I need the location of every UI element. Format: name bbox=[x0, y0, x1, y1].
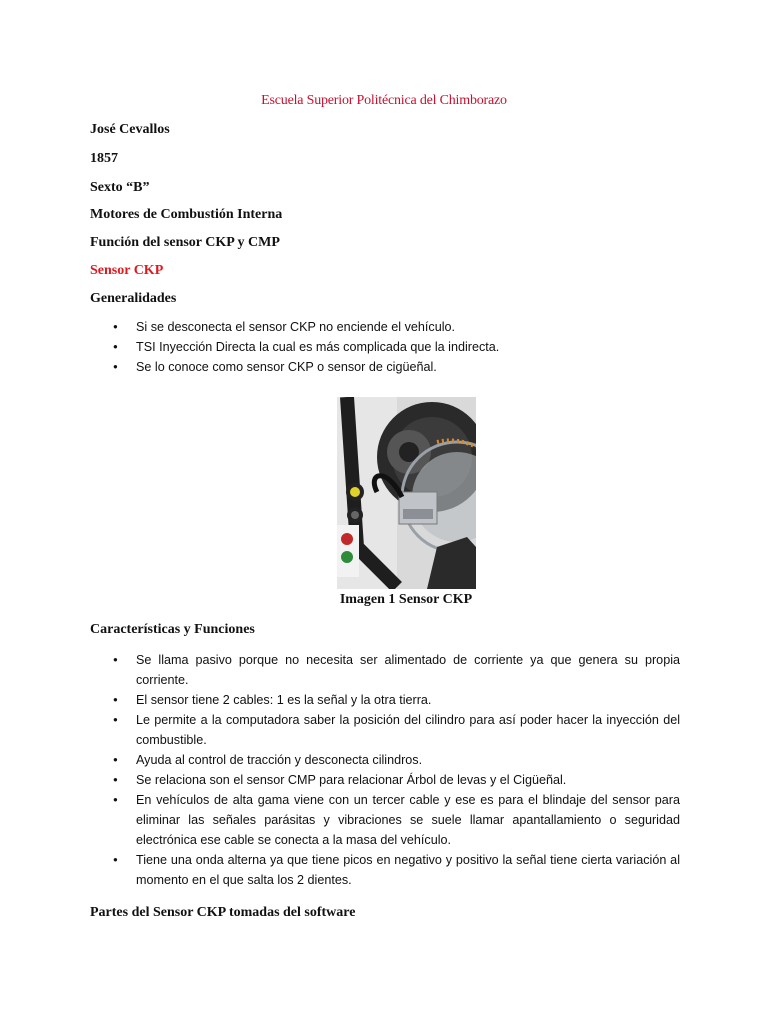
section-title-partes: Partes del Sensor CKP tomadas del software bbox=[90, 905, 356, 920]
list-item: ● Ayuda al control de tracción y desconecta cilindros. bbox=[90, 750, 680, 770]
list-item: ● Le permite a la computadora saber la posición del cilindro para así poder hacer la inyección del combustible. bbox=[90, 710, 680, 750]
section-title-sensor-ckp: Sensor CKP bbox=[90, 263, 164, 278]
student-code: 1857 bbox=[90, 151, 118, 166]
list-item: ● Tiene una onda alterna ya que tiene picos en negativo y positivo la señal tiene cierta variación al momento en el que salta los 2 dientes. bbox=[90, 850, 680, 890]
list-item: ● En vehículos de alta gama viene con un tercer cable y ese es para el blindaje del sensor para eliminar las señales parásitas y vibraciones se suele llamar apantallamiento o seguridad electrónica ese cable se conecta a la masa del vehículo. bbox=[90, 790, 680, 850]
section-subtitle-generalidades: Generalidades bbox=[90, 291, 177, 306]
list-item: ● TSI Inyección Directa la cual es más complicada que la indirecta. bbox=[90, 337, 680, 357]
sensor-ckp-photo bbox=[337, 397, 476, 589]
caracteristicas-list bbox=[90, 650, 680, 890]
student-name: José Cevallos bbox=[90, 122, 170, 137]
list-item: ● Se llama pasivo porque no necesita ser alimentado de corriente ya que genera su propia corriente. bbox=[90, 650, 680, 690]
list-item: ● Se relaciona son el sensor CMP para relacionar Árbol de levas y el Cigüeñal. bbox=[90, 770, 680, 790]
generalidades-list bbox=[90, 317, 680, 377]
school-name: Escuela Superior Politécnica del Chimborazo bbox=[261, 93, 507, 108]
subject: Motores de Combustión Interna bbox=[90, 207, 283, 222]
course: Sexto “B” bbox=[90, 180, 150, 195]
image-caption: Imagen 1 Sensor CKP bbox=[339, 592, 473, 607]
list-item: ● El sensor tiene 2 cables: 1 es la señal y la otra tierra. bbox=[90, 690, 680, 710]
topic: Función del sensor CKP y CMP bbox=[90, 235, 280, 250]
list-item: ● Si se desconecta el sensor CKP no enciende el vehículo. bbox=[90, 317, 680, 337]
section-title-caracteristicas: Características y Funciones bbox=[90, 622, 255, 637]
list-item: ● Se lo conoce como sensor CKP o sensor de cigüeñal. bbox=[90, 357, 680, 377]
